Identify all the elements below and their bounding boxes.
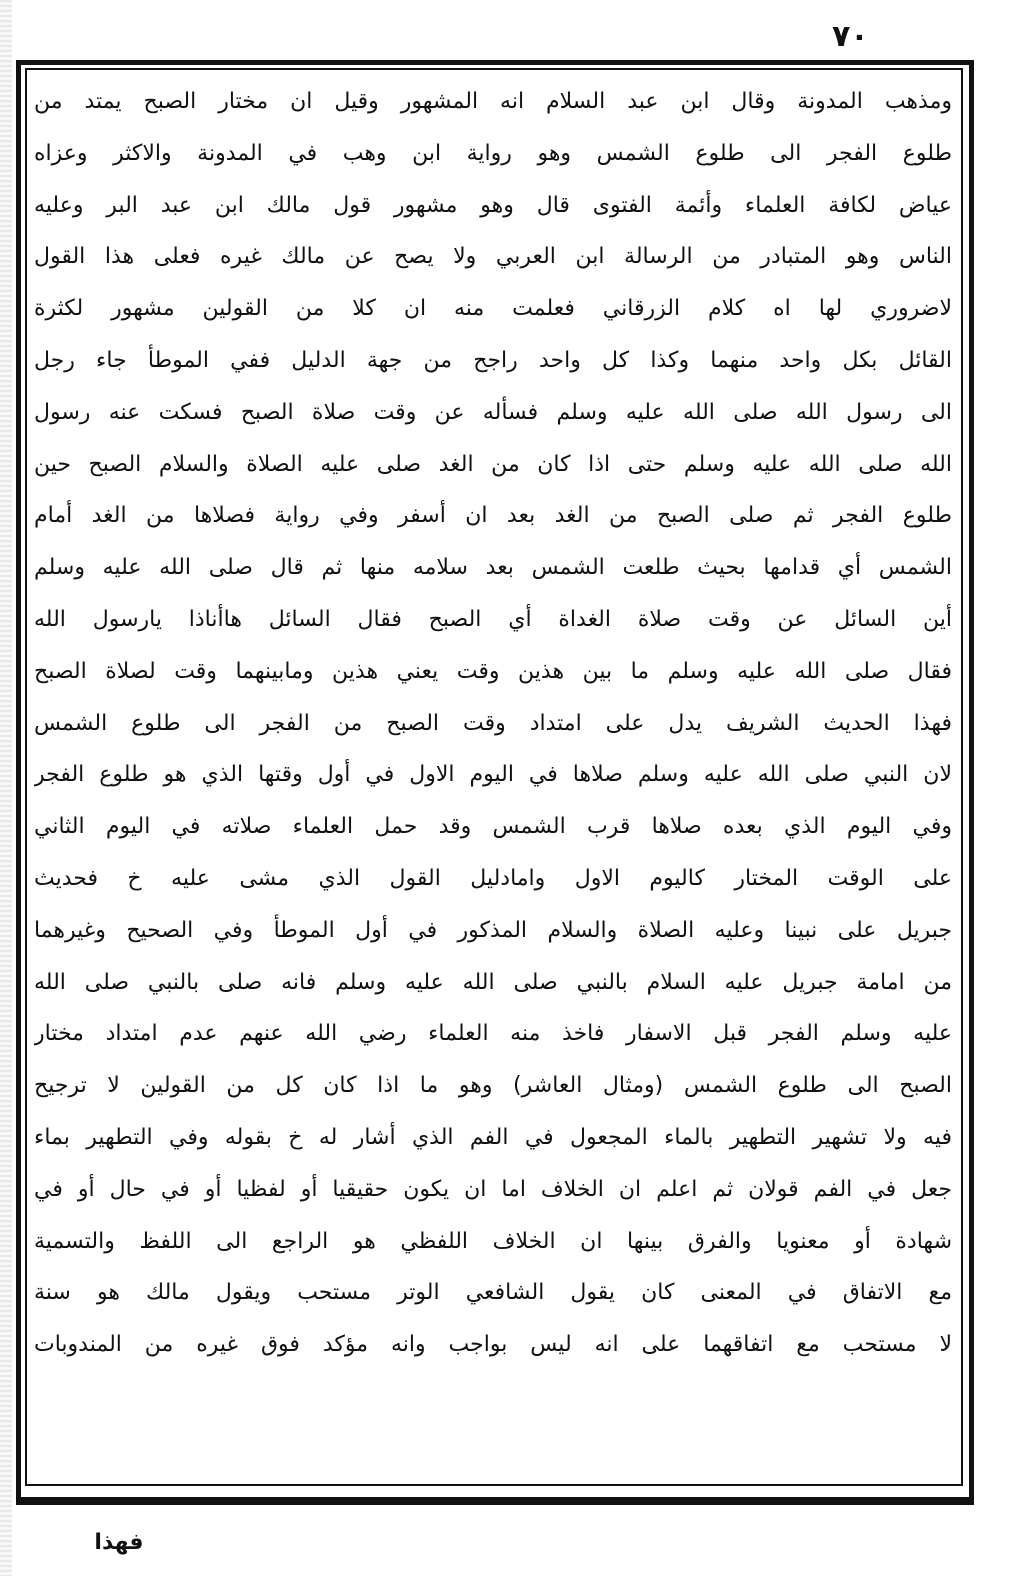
text-line: على الوقت المختار كاليوم الاول وامادليل القول الذي مشى عليه خ فحديث — [34, 865, 952, 891]
catchword: فهذا — [94, 1530, 144, 1555]
text-line: عياض لكافة العلماء وأئمة الفتوى قال وهو مشهور قول مالك ابن عبد البر وعليه — [34, 192, 952, 218]
text-line: فهذا الحديث الشريف يدل على امتداد وقت الصبح من الفجر الى طلوع الشمس — [34, 710, 952, 736]
text-line: الصبح الى طلوع الشمس (ومثال العاشر) وهو ما اذا كان كل من القولين لا ترجيح — [34, 1073, 952, 1099]
text-line: ومذهب المدونة وقال ابن عبد السلام انه المشهور وقيل ان مختار الصبح يمتد من — [34, 89, 952, 114]
text-line: طلوع الفجر ثم صلى الصبح من الغد بعد ان أسفر وفي رواية فصلاها من الغد أمام — [34, 503, 952, 529]
page-edge — [0, 0, 12, 1576]
text-line: جبريل على نبينا وعليه الصلاة والسلام المذكور في أول الموطأ وفي الصحيح وغيرهما — [34, 917, 952, 943]
page-number: ٧٠ — [832, 19, 869, 54]
text-line: من امامة جبريل عليه السلام بالنبي صلى الله عليه وسلم فانه صلى بالنبي صلى الله — [34, 969, 952, 995]
text-line: لان النبي صلى الله عليه وسلم صلاها في اليوم الاول في أول وقتها الذي هو طلوع الفجر — [34, 762, 952, 788]
text-line: القائل بكل واحد منهما وكذا كل واحد راجح من جهة الدليل ففي الموطأ جاء رجل — [34, 347, 952, 373]
text-line: فقال صلى الله عليه وسلم ما بين هذين وقت يعني هذين ومابينهما وقت لصلاة الصبح — [34, 658, 952, 684]
main-text — [34, 76, 952, 1480]
text-line: الله صلى الله عليه وسلم حتى اذا كان من الغد صلى عليه الصلاة والسلام الصبح حين — [34, 451, 952, 477]
text-line: شهادة أو معنويا والفرق بينها ان الخلاف اللفظي هو الراجع الى اللفظ والتسمية — [34, 1228, 952, 1254]
text-line: طلوع الفجر الى طلوع الشمس وهو رواية ابن وهب في المدونة والاكثر وعزاه — [34, 140, 952, 166]
text-line: الى رسول الله صلى الله عليه وسلم فسأله عن وقت صلاة الصبح فسكت عنه رسول — [34, 399, 952, 425]
text-line: جعل في الفم قولان ثم اعلم ان الخلاف اما ان يكون حقيقيا أو لفظيا أو في حال أو في — [34, 1176, 952, 1202]
text-line: عليه وسلم الفجر قبل الاسفار فاخذ منه العلماء رضي الله عنهم عدم امتداد مختار — [34, 1021, 952, 1047]
text-line: لاضروري لها اه كلام الزرقاني فعلمت منه ان كلا من القولين مشهور لكثرة — [34, 296, 952, 322]
text-line: فيه ولا تشهير التطهير بالماء المجعول في الفم الذي أشار له خ بقوله وفي التطهير بماء — [34, 1124, 952, 1150]
text-line: مع الاتفاق في المعنى كان يقول الشافعي الوتر مستحب ويقول مالك هو سنة — [34, 1280, 952, 1306]
bottom-rule — [16, 1502, 974, 1505]
text-line: الناس وهو المتبادر من الرسالة ابن العربي ولا يصح عن مالك غيره فعلى هذا القول — [34, 244, 952, 270]
text-line: الشمس أي قدامها بحيث طلعت الشمس بعد سلامه منها ثم قال صلى الله عليه وسلم — [34, 555, 952, 581]
text-line: أين السائل عن وقت صلاة الغداة أي الصبح فقال السائل هاأناذا يارسول الله — [34, 606, 952, 632]
text-line: لا مستحب مع اتفاقهما على انه ليس بواجب وانه مؤكد فوق غيره من المندوبات — [34, 1332, 952, 1358]
text-line: وفي اليوم الذي بعده صلاها قرب الشمس وقد حمل العلماء صلاته في اليوم الثاني — [34, 814, 952, 840]
